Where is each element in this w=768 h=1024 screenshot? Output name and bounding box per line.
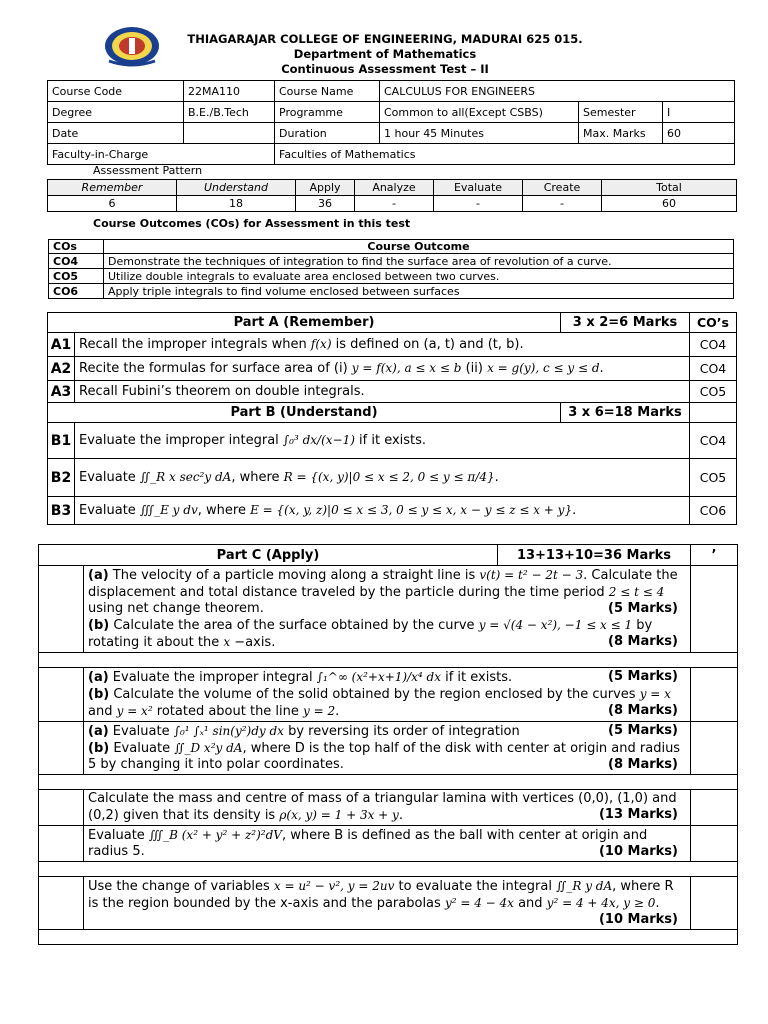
- max-marks-label: Max. Marks: [579, 123, 663, 144]
- question-text: Evaluate the improper integral ∫₀³ dx/(x−1) if it exists.: [75, 423, 690, 459]
- assessment-pattern-title: Assessment Pattern: [93, 164, 203, 177]
- course-code: 22MA110: [184, 81, 275, 102]
- outcome-col-header: Course Outcome: [104, 240, 734, 254]
- programme-label: Programme: [275, 102, 380, 123]
- duration-label: Duration: [275, 123, 380, 144]
- pattern-value: -: [355, 196, 434, 212]
- question-co: CO4: [690, 423, 737, 459]
- question-co: CO5: [690, 459, 737, 497]
- duration: 1 hour 45 Minutes: [380, 123, 579, 144]
- question-c2: (a) Evaluate the improper integral ∫₁^∞ (x²+x+1)/x⁴ dx if it exists. (5 Marks) (b) Calculate the volume of the solid obtained by the region enclosed by the curves y = x and y = x² rotated about the line y = 2. (8 Marks): [84, 668, 691, 722]
- course-name-label: Course Name: [275, 81, 380, 102]
- co-header: CO’s: [690, 313, 737, 333]
- co-text: Demonstrate the techniques of integration to find the surface area of revolution of a curve.: [104, 254, 734, 269]
- co-id: CO6: [49, 284, 104, 299]
- question-id: B1: [48, 423, 75, 459]
- question-c5: Evaluate ∭_B (x² + y² + z²)²dV, where B is defined as the ball with center at origin and radius 5. (10 Marks): [84, 826, 691, 862]
- pattern-header-analyze: Analyze: [355, 180, 434, 196]
- part-c-marks: 13+13+10=36 Marks: [498, 545, 691, 566]
- course-outcomes-title: Course Outcomes (COs) for Assessment in this test: [93, 217, 411, 230]
- course-code-label: Course Code: [48, 81, 184, 102]
- question-co: CO6: [690, 497, 737, 525]
- college-name: THIAGARAJAR COLLEGE OF ENGINEERING, MADURAI 625 015.: [187, 32, 583, 46]
- question-co: CO4: [690, 333, 737, 357]
- co-id: CO5: [49, 269, 104, 284]
- co-text: Apply triple integrals to find volume enclosed between surfaces: [104, 284, 734, 299]
- question-id: A2: [48, 357, 75, 381]
- part-b-marks: 3 x 6=18 Marks: [561, 403, 690, 423]
- pattern-header-understand: Understand: [177, 180, 296, 196]
- faculty-label: Faculty-in-Charge: [48, 144, 275, 165]
- test-name: Continuous Assessment Test – II: [281, 62, 489, 76]
- question-id: B2: [48, 459, 75, 497]
- question-text: Recite the formulas for surface area of (i) y = f(x), a ≤ x ≤ b (ii) x = g(y), c ≤ y ≤ d.: [75, 357, 690, 381]
- degree: B.E./B.Tech: [184, 102, 275, 123]
- department-name: Department of Mathematics: [293, 47, 477, 61]
- question-co: CO4: [690, 357, 737, 381]
- date: [184, 123, 275, 144]
- part-c-title: Part C (Apply): [39, 545, 498, 566]
- part-a-title: Part A (Remember): [48, 313, 561, 333]
- question-text: Recall the improper integrals when f(x) is defined on (a, t) and (t, b).: [75, 333, 690, 357]
- semester: I: [663, 102, 735, 123]
- semester-label: Semester: [579, 102, 663, 123]
- question-c1: (a) The velocity of a particle moving along a straight line is v(t) = t² − 2t − 3. Calculate the displacement and total distance traveled by the particle during the time period 2 ≤ t ≤ 4 using net change theorem. (5 Marks) (b) Calculate the area of the surface obtained by the curve y = √(4 − x²), −1 ≤ x ≤ 1 by rotating it about the x −axis. (8 Marks): [84, 566, 691, 653]
- pattern-value: 36: [296, 196, 355, 212]
- question-text: Evaluate ∬_R x sec²y dA, where R = {(x, y)|0 ≤ x ≤ 2, 0 ≤ y ≤ π/4}.: [75, 459, 690, 497]
- question-c4: Calculate the mass and centre of mass of a triangular lamina with vertices (0,0), (1,0) and (0,2) given that its density is ρ(x, y) = 1 + 3x + y. (13 Marks): [84, 790, 691, 826]
- max-marks: 60: [663, 123, 735, 144]
- question-c6: Use the change of variables x = u² − v², y = 2uv to evaluate the integral ∬_R y dA, where R is the region bounded by the x-axis and the parabolas y² = 4 − 4x and y² = 4 + 4x, y ≥ 0. (10 Marks): [84, 877, 691, 930]
- question-id: B3: [48, 497, 75, 525]
- pattern-header-total: Total: [602, 180, 737, 196]
- question-text: Evaluate ∭_E y dv, where E = {(x, y, z)|0 ≤ x ≤ 3, 0 ≤ y ≤ x, x − y ≤ z ≤ x + y}.: [75, 497, 690, 525]
- question-c3: (a) Evaluate ∫₀¹ ∫ₓ¹ sin(y²)dy dx by reversing its order of integration (5 Marks) (b) Evaluate ∬_D x²y dA, where D is the top half of the disk with center at origin and radius 5 by changing it into polar coordinates. (8 Marks): [84, 722, 691, 775]
- pattern-value: 18: [177, 196, 296, 212]
- question-id: A3: [48, 381, 75, 403]
- part-a-marks: 3 x 2=6 Marks: [561, 313, 690, 333]
- date-label: Date: [48, 123, 184, 144]
- question-id: A1: [48, 333, 75, 357]
- pattern-value: -: [434, 196, 523, 212]
- course-outcomes-table: [48, 239, 734, 299]
- question-co: CO5: [690, 381, 737, 403]
- part-c-co-header: ’: [691, 545, 738, 566]
- programme: Common to all(Except CSBS): [380, 102, 579, 123]
- part-b-title: Part B (Understand): [48, 403, 561, 423]
- course-name: CALCULUS FOR ENGINEERS: [380, 81, 735, 102]
- pattern-header-create: Create: [523, 180, 602, 196]
- pattern-header-remember: Remember: [48, 180, 177, 196]
- co-id: CO4: [49, 254, 104, 269]
- co-text: Utilize double integrals to evaluate area enclosed between two curves.: [104, 269, 734, 284]
- pattern-value: -: [523, 196, 602, 212]
- assessment-pattern-table: [47, 179, 737, 212]
- degree-label: Degree: [48, 102, 184, 123]
- part-c-table: [38, 544, 738, 945]
- college-logo-icon: [103, 25, 161, 67]
- course-info-table: [47, 80, 735, 165]
- faculty: Faculties of Mathematics: [275, 144, 735, 165]
- part-a-b-table: [47, 312, 737, 525]
- question-text: Recall Fubini’s theorem on double integrals.: [75, 381, 690, 403]
- pattern-header-evaluate: Evaluate: [434, 180, 523, 196]
- co-col-header: COs: [49, 240, 104, 254]
- pattern-header-apply: Apply: [296, 180, 355, 196]
- pattern-value: 60: [602, 196, 737, 212]
- pattern-value: 6: [48, 196, 177, 212]
